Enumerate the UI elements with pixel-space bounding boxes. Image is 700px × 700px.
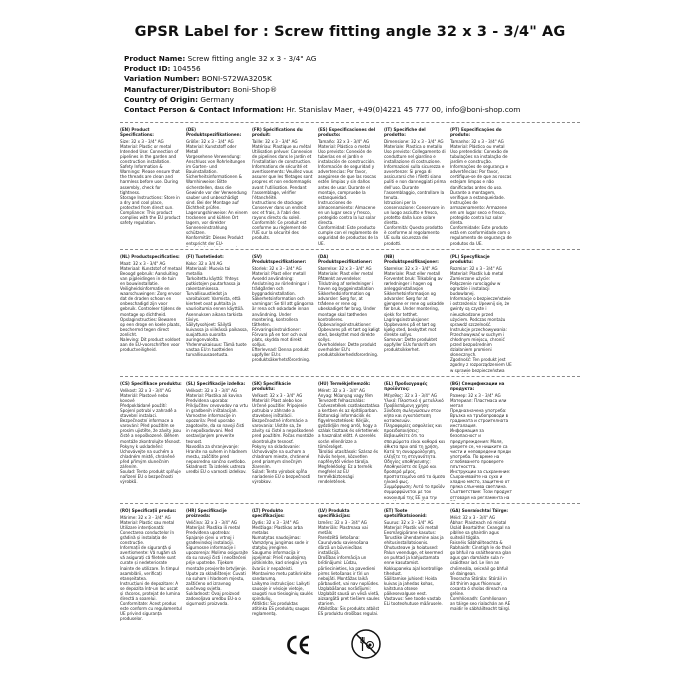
- spec-heading: (CS) Specifikace produktu:: [120, 381, 182, 386]
- info-row: [124, 64, 520, 74]
- section-divider: [120, 249, 580, 250]
- spec-body: Izmērs: 32 x 3 - 3/4" AG Materiāls: Plastmasa vai metāls Paredzētā lietošana: Cauruļvadu savienošana dārzā un būvniecības instalācijā. Drošības informācija un brīdinājumi: Lūdzu, pārliecinieties, ka pavedieni pirms lietošanas ir tīri un nebojāti. Montāžas laikā pārbaudiet, vai nav noplūdes. Uzglabāšanas norādījumi: Uzglabāt sausā un vēsā vietā, aizsargātā pret tiešiem saules stariem. Atbilstība: Šis produkts atbilst ES produktu drošības regulai.: [318, 519, 380, 617]
- section-divider: [120, 376, 580, 377]
- spec-body: Μέγεθος: 32 x 3 - 3/4" AG Υλικό: Πλαστικό ή μεταλλικό Προβλεπόμενη χρήση: Σύνδεση σωληνώσεων στον κήπο και εγκατάσταση κατασκευών. Πληροφορίες ασφαλείας και προειδοποιήσεις: Βεβαιωθείτε ότι τα σπειρώματα είναι καθαρά και άθικτα πριν από τη χρήση. Κατά τη συναρμολόγηση, ελέγξτε τη στεγανότητα. Οδηγίες αποθήκευσης: Αποθηκεύστε σε ξηρό και δροσερό μέρος, προστατευμένο από το άμεσο ηλιακό φως. Συμμόρφωση: Αυτό το προϊόν συμμορφώνεται με τον κανονισμό της ΕΕ για την: [384, 392, 446, 500]
- info-label: Product ID:: [124, 64, 171, 74]
- language-spec-block: [384, 127, 448, 247]
- language-spec-block: [516, 254, 580, 374]
- language-spec-block: [450, 508, 514, 628]
- spec-heading: (ES) Especificaciones del producto:: [318, 127, 376, 138]
- info-value: Hr. Stanislav Maer, +49(0)4221 45 777 00, info@boni-shop.com: [286, 105, 521, 115]
- spec-body: Tamanho: 32 x 3 - 3/4" AG Material: Plástico ou metal Uso pretendido: Conexão de tubulações na instalação de jardim e construção. Informações de segurança e advertências: Por favor, certifique-se de que as roscas estejam limpas e não danificadas antes do uso. Durante a montagem, verifique a estanqueidade. Instruções de armazenamento: Armazene em um lugar seco e fresco, protegido contra luz solar direta. Conformidade: Este produto está em conformidade com o regulamento de segurança de produtos da UE.: [450, 138, 512, 246]
- spec-body: Méret: 32 x 3 - 3/4" AG Anyag: Műanyag vagy fém Tervezett felhasználás: Csővezetékek csatlakoztatása a kertben és az építőiparban. Biztonsági információk és figyelmeztetések: Kérjük, győződjön meg arról, hogy a szálak tisztaak és sértetlenek a használat előtt. A szerelés során ellenőrizze a tömörséget. Tárolási utasítások: Száraz és hűvös helyen, közvetlen napfénytől védve tárolja. Megfelelőség: Ez a termék megfelel az EU termékbiztonsági rendeletének.: [318, 387, 380, 485]
- info-value: Germany: [200, 94, 234, 104]
- spec-heading: (FI) Tuotetiedot:: [186, 254, 224, 259]
- spec-body: Dimensione: 32 x 3 - 3/4" AG Materiale: Plastica o metallo Uso previsto: Collegamento di condutture nel giardino e installazione di costruzione. Informazioni sulla sicurezza e avvertenze: Si prega di assicurarsi che i filetti siano puliti e non danneggiati prima dell'uso. Durante l'assemblaggio, controllare la tenuta. Istruzioni per la conservazione: Conservare in un luogo asciutto e fresco, protetto dalla luce solare diretta. Conformità: Questo prodotto è conforme al regolamento UE sulla sicurezza dei prodotti.: [384, 138, 446, 246]
- info-value: Boni-Shop®: [232, 84, 278, 94]
- language-spec-block: [516, 127, 580, 247]
- info-value: 104556: [172, 64, 201, 74]
- spec-heading: (EN) Product Specifications:: [120, 127, 154, 138]
- specifications-grid: [120, 120, 580, 628]
- language-spec-block: [318, 508, 382, 628]
- spec-heading: (GA) Sonraíochtaí Táirge:: [450, 508, 509, 513]
- spec-heading: (IT) Specifiche del prodotto:: [384, 127, 426, 138]
- spec-body: Velikost: 32 x 3 - 3/4" AG Materiál: Plastové nebo kovové Předpokládané použití: Spojení potrubí v zahradě a stavební instalaci. Bezpečnostní informace a varování: Před použitím se prosím ujistěte, že závity jsou čisté a nepoškozené. Během montáže zkontrolujte těsnost. Pokyny k uskladnění: Uchovávejte na suchém a chladném místě, chráněné před přímým slunečním zářením. Soulad: Tento produkt splňuje nařízení EU o bezpečnosti výrobků.: [120, 387, 182, 485]
- spec-body: Größe: 32 x 3 - 3/4" AG Material: Kunststoff oder Metall Vorgesehene Verwendung: Anschluss von Rohrleitungen im Garten- und Bauinstallation. Sicherheitsinformationen & Warnhinweise: Bitte sicherstellen, dass die Gewinde vor der Verwendung sauber und unbeschädigt sind. Bei der Montage auf Dichtheit prüfen. Lagerungshinweise: An einem trockenen und kühlen Ort lagern, vor direkter Sonneneinstrahlung schützen. Konformität: Dieses Produkt entspricht der EU-: [186, 138, 248, 246]
- spec-heading: (EL) Προδιαγραφές προϊόντος:: [384, 381, 428, 392]
- language-spec-block: [450, 254, 514, 374]
- spec-heading: (HR) Specifikacije proizvoda:: [186, 508, 227, 519]
- not-for-consumption-icon: [350, 628, 382, 660]
- language-spec-block: [120, 381, 184, 501]
- language-spec-block: [318, 381, 382, 501]
- language-spec-block: [450, 127, 514, 247]
- info-row: [124, 85, 520, 95]
- language-spec-block: [120, 127, 184, 247]
- language-spec-block: [120, 508, 184, 628]
- info-row: [124, 54, 520, 64]
- spec-body: Tamaño: 32 x 3 - 3/4" AG Material: Plástico o metal Uso previsto: Conexión de tuberías en el jardín e instalación de construcción. Información de seguridad y advertencias: Por favor, asegúrese de que las roscas estén limpias y sin daños antes de usar. Durante el montaje, compruebe la estanqueidad. Instrucciones de almacenamiento: Almacene en un lugar seco y fresco, protegido contra la luz solar directa. Conformidad: Este producto cumple con el reglamento de seguridad de productos de la UE.: [318, 138, 378, 246]
- spec-body: Veličina: 32 x 3 - 3/4" AG Materijal: Plastika ili metal Predviđena upotreba: Spajanje cjevi u vrtnoj i građevinskoj instalaciji. Sigurnosne informacije i upozorenja: Molimo osigurajte da su navoji čisti i neoštećeni prije upotrebe. Tijekom montaže provjerite brtvljenje. Upute za skladištenje: Čuvati na suhom i hladnom mjestu, zaštićeno od izravnog sunčevog svjetla. Sukladnost: Ovaj proizvod zadovoljava uredbu EU-a o sigurnosti proizvoda.: [186, 519, 248, 607]
- section-divider: [120, 503, 580, 504]
- language-spec-block: [186, 127, 250, 247]
- spec-heading: (HU) Termékjellemzők:: [318, 381, 371, 386]
- product-info: [124, 54, 520, 115]
- info-label: Country of Origin:: [124, 94, 199, 104]
- page-title: GPSR Label for : Screw fitting angle 32 x 3 - 3/4" AG: [134, 24, 566, 40]
- language-spec-block: [516, 508, 580, 628]
- spec-heading: (BG) Спецификации на продукта:: [450, 381, 505, 392]
- info-value: Screw fitting angle 32 x 3 - 3/4" AG: [187, 54, 317, 63]
- info-row: [124, 74, 520, 84]
- language-spec-block: [186, 381, 250, 501]
- spec-body: Méid: 32 x 3 - 3/4" AG Ábhar: Plaisteach nó miotal Úsáid Beartaithe: Ceangal na píblíne sa ghairdín agus suiteáil tógála. Faisnéis Sábháilteachta & Rabhaidh: Cinntigh le do thoil go bhfuil na snáitheanna glan agus gan damáiste sula n-úsáidtear iad. Le linn an chóimeála, seiceáil go bhfuil sé daingean. Treoracha Stórála: Stóráil in áit thirim agus fhionnuar, cosanta ó sholas díreach na gréine. Comhlíonadh: Comhlíonann an táirge seo rialachán an AE maidir le sábháilteacht táirgí.: [450, 514, 512, 612]
- language-spec-block: [252, 127, 316, 247]
- spec-heading: (SV) Produktspecifikationer:: [252, 254, 307, 265]
- language-spec-block: [252, 381, 316, 501]
- language-spec-block: [384, 254, 448, 374]
- spec-body: Taille: 32 x 3 - 3/4" AG Matériau: Plastique ou métal Utilisation prévue: Connexion de pipelines dans le jardin et l'installation de construction. Informations de sécurité et avertissements: Veuillez vous assurer que les filetages sont propres et non endommagés avant l'utilisation. Pendant l'assemblage, vérifier l'étanchéité. Instructions de stockage: Conserver dans un endroit sec et frais, à l'abri des rayons directs du soleil. Conformité: Ce produit est conforme au règlement de l'UE sur la sécurité des produits.: [252, 138, 313, 241]
- spec-body: Rozmiar: 32 x 3 - 3/4" AG Materiał: Plastik lub metal Zamierzone użycie: Połączenie rurociągów w ogrodzie i instalacji budowlanej. Informacje o bezpieczeństwie i ostrzeżenia: Upewnij się, że gwinty są czyste i nieuszkodzone przed użyciem. Podczas montażu sprawdź szczelność. Instrukcje przechowywania: Przechowywać w suchym i chłodnym miejscu, chronić przed bezpośrednim działaniem promieni słonecznych. Zgodność: Ten produkt jest zgodny z rozporządzeniem UE w sprawie bezpieczeństwa: [450, 265, 512, 373]
- spec-body: Dydis: 32 x 3 - 3/4" AG Medžiaga: Plastikas arba metalas Numatytas naudojimas: Vamzdynų jungimas sode ir statybų įrengime. Saugumo informacija ir įspėjimai: Prieš naudojimą įsitikinkite, kad sriegiai yra švarūs ir nepažeisti. Montavimo metu patikrinkite sandarumą. Laikymo instrukcijos: Laikyti sausoje ir vėsioje vietoje, saugoti nuo tiesioginių saulės spindulių. Atitiktis: Šis produktas atitinka ES produktų saugos reglamentą.: [252, 519, 313, 617]
- info-label: Variation Number:: [124, 74, 200, 84]
- info-row: [124, 105, 520, 115]
- spec-heading: (RO) Specificații produs:: [120, 508, 177, 513]
- language-spec-block: [384, 508, 448, 628]
- compliance-icons: [0, 630, 700, 670]
- spec-body: Størrelse: 32 x 3 - 3/4" AG Materiale: Plast eller metall Forventet bruk: Tilkobling av rørledninger i hagen og anleggsinstallasjon Sikkerhetsinformasjon og advarsler: Sørg for at gjengene er rene og uskadde før bruk. Under montering, sjekk for tetthet. Lagringsinstruksjoner: Oppbevares på et tørt og kjølig sted, beskyttet mot direkte sollys. Samsvar: Dette produktet oppfyller EUs forskrift om produktsikkerhet.: [384, 265, 445, 353]
- spec-heading: (LV) Produkta specifikācijas:: [318, 508, 351, 519]
- language-spec-block: [318, 254, 382, 374]
- spec-body: Size: 32 x 3 - 3/4" AG Material: Plastic or metal Intended Use: Connection of pipelines in the garden and construction installation. Safety Information & Warnings: Please ensure that the threads are clean and harmless before use. During assembly, check for tightness. Storage Instructions: Store in a dry and cool place, protected from direct sun. Compliance: This product complies with the EU product safety regulation.: [120, 138, 181, 226]
- info-value: BONI-S72WA3205K: [201, 74, 272, 84]
- spec-body: Suurus: 32 x 3 - 3/4" AG Materjal: Plastik või metall Eesmärgipärane kasutus: Torustike ühendamine aias ja ehitusinstallatsioonis. Ohutusteave ja hoiatused: Palun veenduge, et keermed on puhtad ja kahjustamata enne kasutamist. Kokkupaneku ajal kontrollige tihedust. Säilitamise juhised: Hoida kuivas ja jahedas kohas, kaitstuna otsese päikesevalguse eest. Vastavus: See toode vastab ELi tooteohutuse määrusele.: [384, 519, 444, 607]
- ce-mark-icon: [283, 630, 313, 660]
- language-spec-block: [450, 381, 514, 501]
- spec-body: Storlek: 32 x 3 - 3/4" AG Material: Plast eller metall Avsedd användning: Anslutning av rörledningar i trädgården och byggnadsinstallation. Säkerhetsinformation och varningar: Se till att gängorna är rena och oskadade innan användning. Under montering, kontrollera tätheten. Förvaringsinstruktioner: Förvara på en torr och sval plats, skydda mot direkt solljus. Efterlevnad: Denna produkt uppfyller EU:s produktsäkerhetsförordning.: [252, 265, 314, 363]
- spec-heading: (PL) Specyfikacje produktu:: [450, 254, 490, 265]
- spec-heading: (NL) Productspecificaties:: [120, 254, 180, 259]
- language-spec-block: [186, 254, 250, 374]
- language-spec-block: [252, 508, 316, 628]
- spec-heading: (SK) Špecifikácie produktu:: [252, 381, 291, 392]
- language-spec-block: [252, 254, 316, 374]
- spec-body: Maat: 32 x 3 - 3/4" AG Materiaal: Kunststof of metaal Beoogd gebruik: Aansluiting van pijpleidingen in de tuin en bouwinstallatie. Veiligheidsinformatie en waarschuwingen: Zorg ervoor dat de draden schoon en onbeschadigd zijn voor gebruik. Controleer tijdens de montage op dichtheid. Opslaginstructies: Bewaren op een droge en koele plaats, beschermd tegen direct zonlicht. Naleving: Dit product voldoet aan de EU-voorschriften voor productveiligheid.: [120, 260, 182, 353]
- spec-body: Størrelse: 32 x 3 - 3/4" AG Materiale: Plast eller metal Påtænkt anvendelse: Tilslutning af rørledninger i haven og byggeinstallation Sikkerhedsinformation og advarsler: Sørg for, at trådene er rene og ubeskadiget før brug. Under montage skal tætheden kontrolleres. Opbevaringsinstruktioner: Opbevares på et tørt og køligt sted, beskyttet mod direkte sollys. Overholdelse: Dette produkt overholder EU's produktsikkerhedsforordning.: [318, 265, 380, 358]
- language-spec-block: [384, 381, 448, 501]
- section-divider: [120, 122, 580, 123]
- spec-body: Mărime: 32 x 3 - 3/4" AG Material: Plastic sau metal Utilizare intenționată: Conectarea conductelor în grădină și instalația de construcție. Informații de siguranță și avertismente: Vă rugăm să vă asigurați că filetele sunt curate și nedeteriorate înainte de utilizare. În timpul asamblării, verificați etanșeitatea. Instrucțiuni de depozitare: A se depozita într-un loc uscat și răcoros, protejat de lumina directă a soarelui. Conformitate: Acest produs este conform cu regulamentul UE privind siguranța produselor.: [120, 514, 182, 622]
- language-spec-block: [318, 127, 382, 247]
- spec-heading: (LT) Produkto specifikacijos:: [252, 508, 285, 519]
- info-label: Contact Person & Contact Information:: [124, 105, 284, 115]
- spec-heading: (PT) Especificações do produto:: [450, 127, 502, 138]
- language-spec-block: [516, 381, 580, 501]
- spec-heading: (NB) Produktspesifikasjoner:: [384, 254, 439, 265]
- info-row: [124, 95, 520, 105]
- spec-body: Veľkosť: 32 x 3 - 3/4" AG Materiál: Plast alebo kov Určené použitie: Pripojenie potrubia v záhrade a stavebnej inštalácii. Bezpečnostné informácie a varovania: Uistite sa, že závity sú čisté a nepoškodené pred použitím. Počas montáže skontrolujte tesnosť. Pokyny na skladovanie: Uchovávajte na suchom a chladnom mieste, chránené pred priamym slnečným žiarením. Súlad: Tento výrobok spĺňa nariadenie EÚ o bezpečnosti výrobkov.: [252, 392, 314, 485]
- spec-body: Velikost: 32 x 3 - 3/4" AG Material: Plastika ali kovina Predvidena uporaba: Priključitev cevovodov na vrtu in gradbenih inštalacijah. Varnostne informacije in opozorila: Pred uporabo zagotovite, da so navoji čisti in nepoškodovani. Med sestavljanjem preverite tesnost. Navodila za shranjevanje: Hranite na suhem in hladnem mestu, zaščitite pred neposredno sončno svetlobo. Skladnost: Ta izdelek ustreza uredbi EU o varnosti izdelkov.: [186, 387, 248, 475]
- language-spec-block: [120, 254, 184, 374]
- info-label: Manufacturer/Distributor:: [124, 84, 231, 94]
- spec-heading: (FR) Spécifications du produit:: [252, 127, 303, 138]
- language-spec-block: [186, 508, 250, 628]
- spec-heading: (ET) Toote spetsifikatsioonid:: [384, 508, 427, 519]
- spec-heading: (DA) Produktspecifikationer:: [318, 254, 373, 265]
- spec-body: Koko: 32 x 3/4 AG Materiaali: Muovia tai metallia Tarkoitettu käyttö: Yhteys putkistojen puutarhassa ja rakentamisessa. Turvallisuustiedot ja varoitukset: Varmista, että kierteet ovat puhtaita ja vaurioitumia ennen käyttöä. Asennuksen aikana tarkista tiiviys. Säilytysohjeet: Säilytä kuivassa ja viileässä paikassa, suojattuna suoralta auringonvalolta. Yhdenmukaisuus: Tämä tuote vastaa EU:n tuotteiden turvallisuusasetusta.: [186, 260, 248, 358]
- info-label: Product Name:: [124, 54, 186, 63]
- spec-heading: (DE) Produktspezifikationen:: [186, 127, 242, 138]
- spec-body: Размер: 32 x 3 - 3/4" AG Материал: Пластмаса или метал Предназначена употреба: Връзка на тръбопроводи в градината и строителната инсталация. Информация за безопасност и предупреждения: Моля, уверете се, че нишките са чисти и неповредени преди употреба. По време на сглобяването проверете плътността. Инструкции за съхранение: Съхранявайте на сухо и хладно място, защитено от пряка слънчева светлина. Съответствие: Този продукт отговаря на регламента на: [450, 392, 512, 500]
- spec-heading: (SL) Specifikacije izdelka:: [186, 381, 246, 386]
